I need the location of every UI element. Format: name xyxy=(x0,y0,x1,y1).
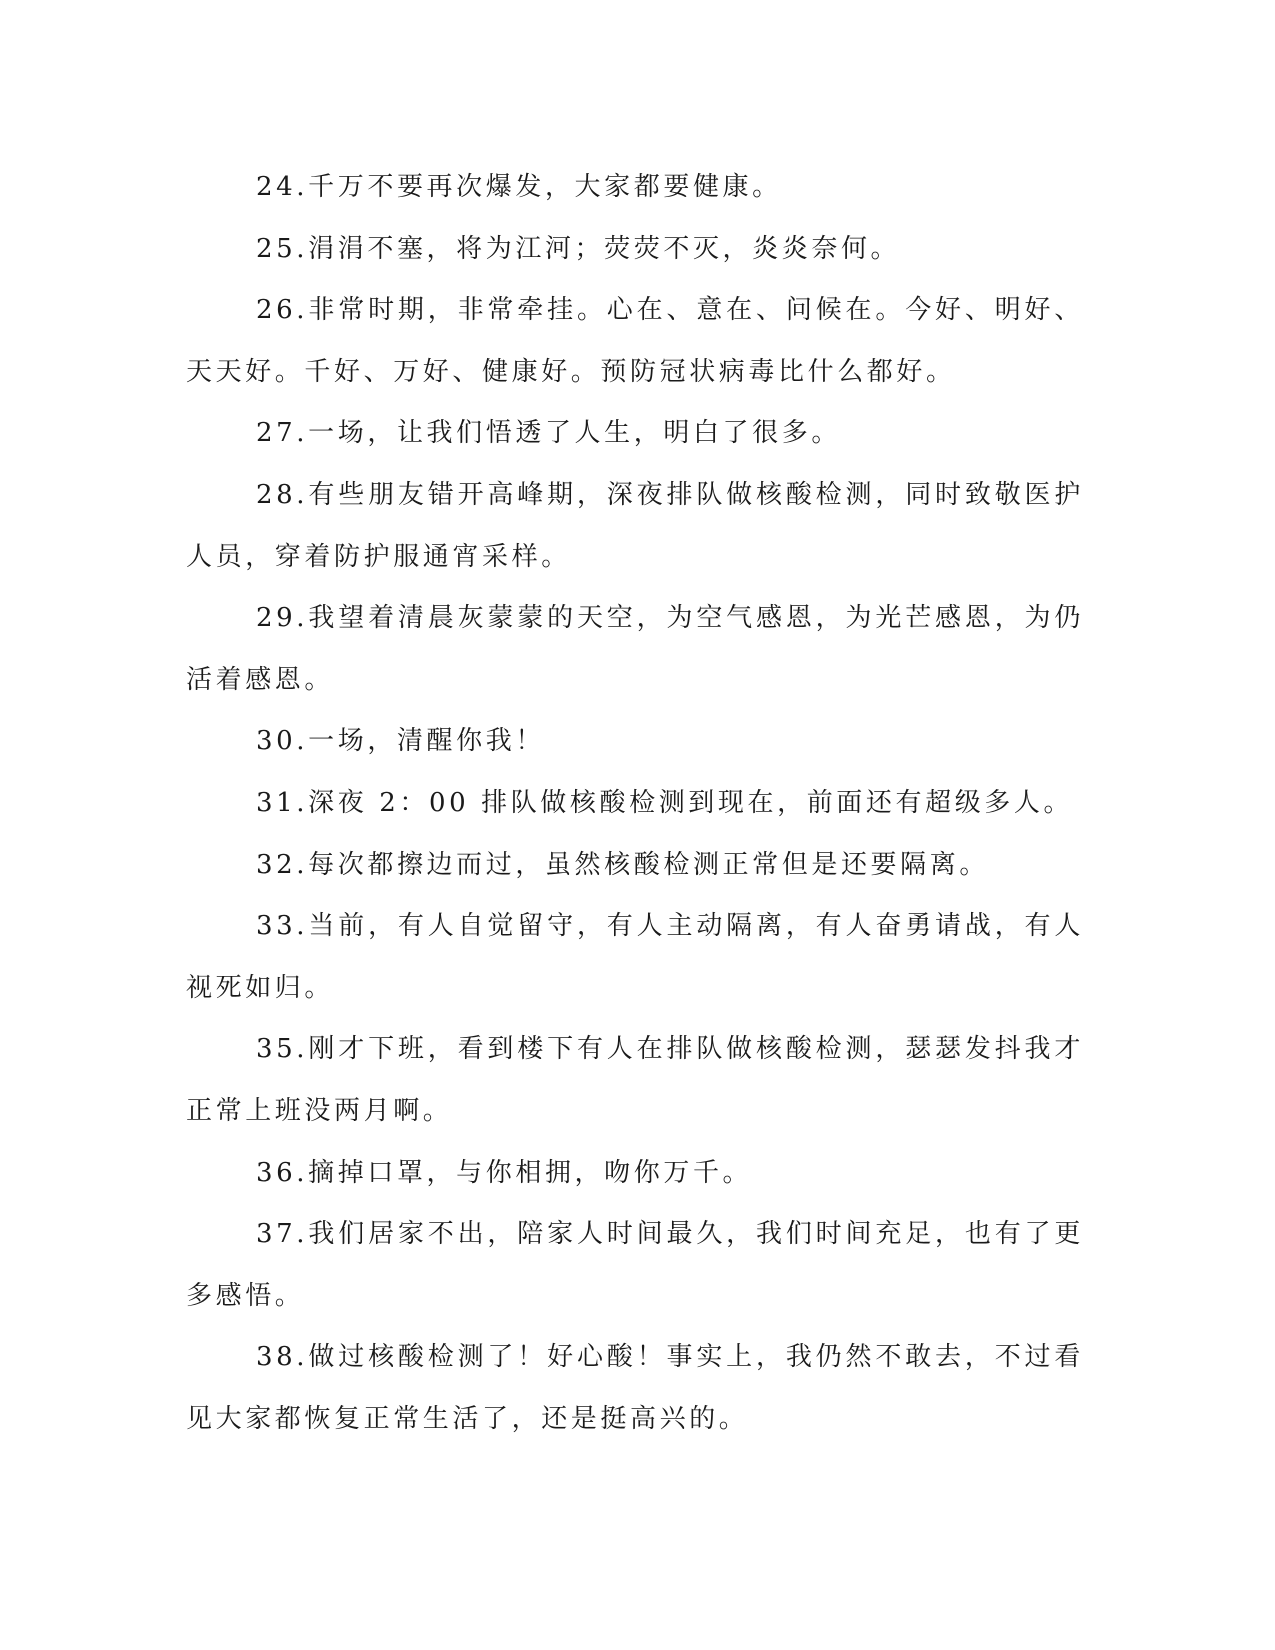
paragraph-38: 38.做过核酸检测了！好心酸！事实上，我仍然不敢去，不过看见大家都恢复正常生活了，还是挺高兴的。 xyxy=(186,1342,1084,1434)
paragraph-24: 24.千万不要再次爆发，大家都要健康。 xyxy=(256,172,782,202)
paragraph-35: 35.刚才下班，看到楼下有人在排队做核酸检测，瑟瑟发抖我才正常上班没两月啊。 xyxy=(186,1034,1084,1126)
paragraph-29: 29.我望着清晨灰蒙蒙的天空，为空气感恩，为光芒感恩，为仍活着感恩。 xyxy=(186,603,1084,695)
paragraph-30: 30.一场，清醒你我！ xyxy=(256,726,545,757)
paragraph-32: 32.每次都擦边而过，虽然核酸检测正常但是还要隔离。 xyxy=(256,849,989,880)
paragraph-31: 31.深夜 2：00 排队做核酸检测到现在，前面还有超级多人。 xyxy=(256,787,1074,818)
paragraph-33: 33.当前，有人自觉留守，有人主动隔离，有人奋勇请战，有人视死如归。 xyxy=(186,911,1084,1003)
document-body xyxy=(186,157,1084,1450)
paragraph-25: 25.涓涓不塞，将为江河；荧荧不灭，炎炎奈何。 xyxy=(256,233,901,264)
paragraph-27: 27.一场，让我们悟透了人生，明白了很多。 xyxy=(256,418,841,449)
paragraph-28: 28.有些朋友错开高峰期，深夜排队做核酸检测，同时致敬医护人员，穿着防护服通宵采样。 xyxy=(186,479,1084,572)
paragraph-26: 26.非常时期，非常牵挂。心在、意在、问候在。今好、明好、天天好。千好、万好、健康好。预防冠状病毒比什么都好。 xyxy=(186,295,1084,387)
paragraph-36: 36.摘掉口罩，与你相拥，吻你万千。 xyxy=(256,1157,753,1188)
paragraph-37: 37.我们居家不出，陪家人时间最久，我们时间充足，也有了更多感悟。 xyxy=(186,1219,1084,1311)
